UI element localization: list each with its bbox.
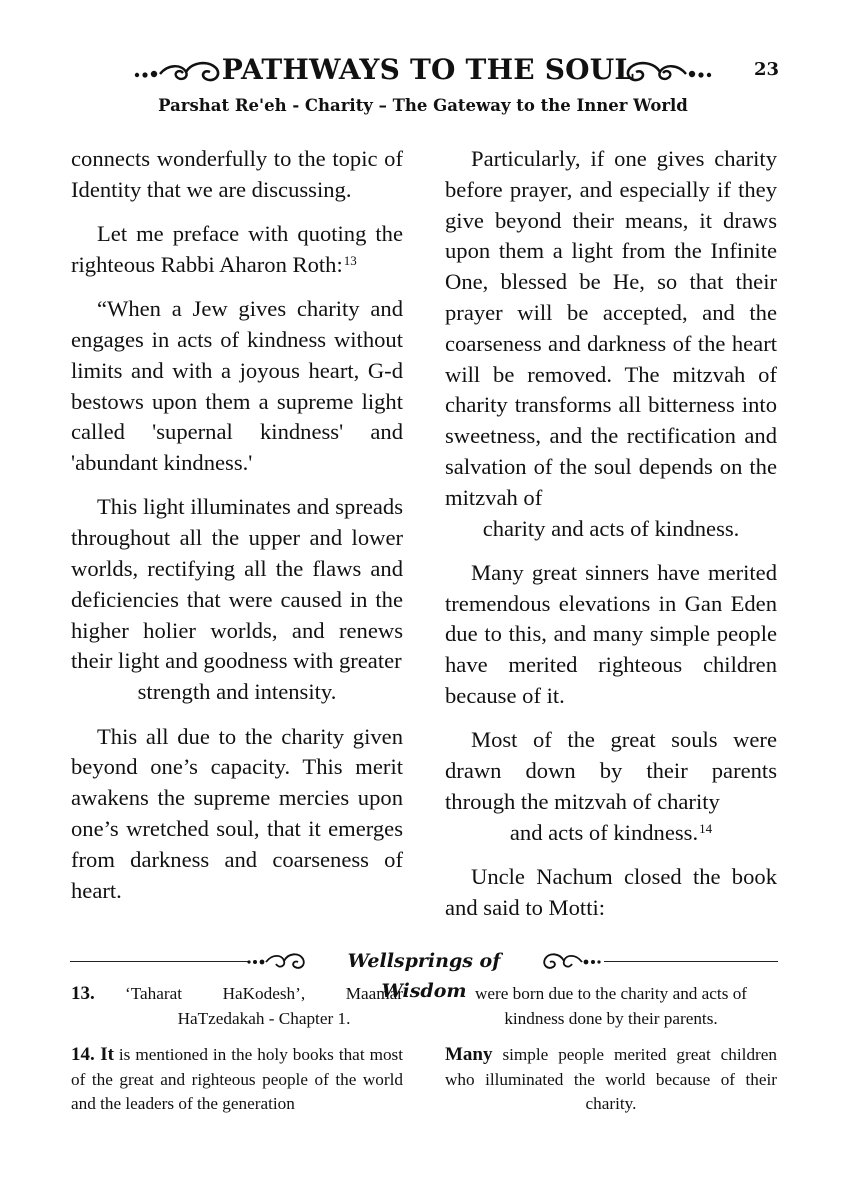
right-flourish-icon bbox=[624, 58, 712, 84]
right-text-column bbox=[445, 144, 777, 924]
footnote-14-continued: were born due to the charity and acts of kindness done by their parents. bbox=[474, 984, 748, 1028]
paragraph-end-line: charity and acts of kindness. bbox=[482, 515, 740, 541]
book-title: PATHWAYS TO THE SOUL bbox=[221, 53, 635, 86]
paragraph: This all due to the charity given beyond one’s capacity. This merit awakens the supreme mercies upon one’s wretched soul, that it emerges from darkness and coarseness of heart. bbox=[71, 723, 403, 903]
left-text-column bbox=[71, 144, 403, 906]
paragraph: connects wonderfully to the topic of Identity that we are discussing. bbox=[71, 146, 403, 202]
divider-flourish-icon bbox=[246, 950, 306, 972]
footnote-text: ‘Taharat HaKodesh’, Maamar HaTzedakah - Chapter 1. bbox=[125, 984, 403, 1028]
footnote-13 bbox=[71, 982, 403, 1031]
chapter-subtitle: Parshat Re'eh - Charity – The Gateway to the Inner World bbox=[158, 96, 688, 115]
footnotes-heading: Wellsprings of Wisdom bbox=[347, 950, 501, 1002]
quote-paragraph: “When a Jew gives charity and engages in acts of kindness without limits and with a joyous heart, G-d bestows upon them a supreme light called 'supernal kindness' and 'abundant kindness.' bbox=[71, 296, 403, 476]
paragraph: This light illuminates and spreads throughout all the upper and lower worlds, rectifying all the flaws and deficiencies that were caused in the higher holier worlds, and renews their light and goodness with greater bbox=[71, 494, 403, 674]
divider-line bbox=[604, 961, 778, 962]
divider-flourish-icon bbox=[542, 950, 602, 972]
footnote-reference[interactable]: 14 bbox=[699, 820, 713, 836]
paragraph: Particularly, if one gives charity before prayer, and especially if they give beyond their means, it draws upon them a light from the Infinite One, blessed be He, so that their prayer will be accepted, and the coarseness and darkness of the heart will be removed. The mitzvah of charity transforms all bitterness into sweetness, and the rectification and salvation of the soul depends on the mitzvah of bbox=[445, 146, 777, 510]
paragraph: Many great sinners have merited tremendous elevations in Gan Eden due to this, and many simple people have merited righteous children because of it. bbox=[445, 559, 777, 709]
paragraph-text: and acts of kindness. bbox=[509, 819, 699, 845]
footnote-lead: 14. It bbox=[71, 1044, 114, 1066]
footnotes-right-column bbox=[445, 982, 777, 1129]
paragraph: Most of the great souls were drawn down by their parents through the mitzvah of charity bbox=[445, 727, 777, 814]
paragraph bbox=[71, 219, 403, 281]
paragraph: Uncle Nachum closed the book and said to Motti: bbox=[445, 864, 777, 920]
footnotes-left-column bbox=[71, 982, 403, 1129]
running-header bbox=[0, 50, 846, 90]
footnote-note bbox=[445, 1043, 777, 1117]
footnote-14 bbox=[71, 1043, 403, 1117]
paragraph-text: Let me preface with quoting the righteous Rabbi Aharon Roth: bbox=[71, 221, 403, 277]
footnote-number: 13. bbox=[71, 983, 95, 1004]
footnote-lead: Many bbox=[445, 1044, 493, 1066]
paragraph-end-line bbox=[445, 818, 777, 849]
footnote-text: is mentioned in the holy books that most of the great and righteous people of the world and the leaders of the generation bbox=[71, 1045, 403, 1114]
divider-line bbox=[70, 961, 250, 962]
paragraph-end-line: strength and intensity. bbox=[137, 679, 337, 705]
footnote-reference[interactable]: 13 bbox=[343, 252, 357, 268]
page-number: 23 bbox=[754, 59, 780, 80]
footnote-text: simple people merited great children who illuminated the world because of their charity. bbox=[445, 1045, 777, 1114]
